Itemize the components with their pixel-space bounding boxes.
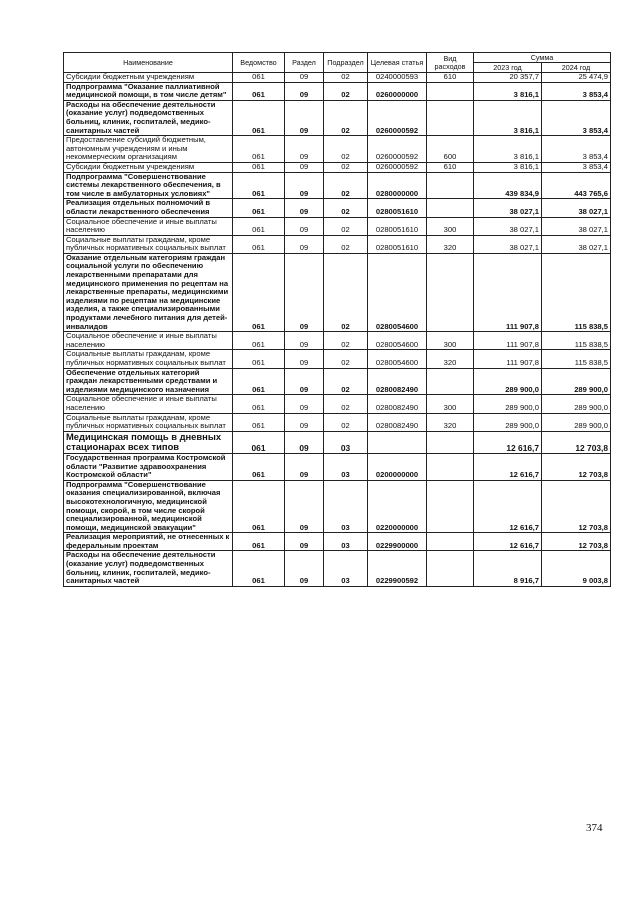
cell-vr: 610 — [427, 162, 474, 172]
cell-2023: 289 900,0 — [474, 368, 542, 395]
cell-name: Расходы на обеспечение деятельности (оказание услуг) подведомственных больниц, клиник, госпиталей, медико-санитарных частей — [64, 100, 233, 135]
cell-cs: 0280082490 — [368, 395, 427, 413]
header-name: Наименование — [64, 53, 233, 73]
cell-name: Расходы на обеспечение деятельности (оказание услуг) подведомственных больниц, клиник, госпиталей, медико-санитарных частей — [64, 551, 233, 586]
cell-2023: 439 834,9 — [474, 172, 542, 199]
header-podrazdel: Подраздел — [324, 53, 368, 73]
table-row — [64, 453, 611, 480]
cell-podrazdel: 02 — [324, 162, 368, 172]
header-summa: Сумма — [474, 53, 611, 63]
cell-podrazdel: 02 — [324, 368, 368, 395]
table-row — [64, 368, 611, 395]
cell-ved: 061 — [233, 199, 285, 217]
cell-ved: 061 — [233, 217, 285, 235]
cell-podrazdel: 02 — [324, 82, 368, 100]
cell-2023: 3 816,1 — [474, 100, 542, 135]
table-row — [64, 217, 611, 235]
cell-podrazdel: 02 — [324, 350, 368, 368]
table-row — [64, 253, 611, 331]
cell-2024: 115 838,5 — [542, 332, 611, 350]
cell-2024: 443 765,6 — [542, 172, 611, 199]
cell-podrazdel: 02 — [324, 235, 368, 253]
cell-ved: 061 — [233, 395, 285, 413]
cell-vr — [427, 431, 474, 453]
page-number: 374 — [586, 822, 603, 834]
cell-2024: 38 027,1 — [542, 235, 611, 253]
cell-razdel: 09 — [285, 431, 324, 453]
cell-2023: 38 027,1 — [474, 235, 542, 253]
cell-cs: 0280051610 — [368, 217, 427, 235]
cell-name: Подпрограмма "Совершенствование оказания специализированной, включая высокотехнологичную, медицинской помощи, скорой, в том числе скорой специализированной, медицинской помощи, медицинской эвакуации" — [64, 480, 233, 533]
cell-name: Реализация отдельных полномочий в области лекарственного обеспечения — [64, 199, 233, 217]
cell-ved: 061 — [233, 453, 285, 480]
cell-2024: 115 838,5 — [542, 253, 611, 331]
cell-ved: 061 — [233, 332, 285, 350]
cell-podrazdel: 03 — [324, 431, 368, 453]
cell-2024: 12 703,8 — [542, 453, 611, 480]
cell-podrazdel: 02 — [324, 73, 368, 83]
table-row — [64, 332, 611, 350]
cell-2024: 25 474,9 — [542, 73, 611, 83]
table-row — [64, 431, 611, 453]
cell-vr: 320 — [427, 350, 474, 368]
cell-vr: 300 — [427, 217, 474, 235]
cell-name: Обеспечение отдельных категорий граждан лекарственными средствами и изделиями медицинского назначения — [64, 368, 233, 395]
table-row — [64, 100, 611, 135]
cell-name: Субсидии бюджетным учреждениям — [64, 73, 233, 83]
cell-cs: 0280051610 — [368, 235, 427, 253]
cell-name: Социальное обеспечение и иные выплаты населению — [64, 217, 233, 235]
cell-podrazdel: 02 — [324, 413, 368, 431]
cell-razdel: 09 — [285, 235, 324, 253]
cell-name: Государственная программа Костромской области "Развитие здравоохранения Костромской области" — [64, 453, 233, 480]
budget-table — [63, 52, 611, 587]
cell-ved: 061 — [233, 136, 285, 163]
cell-cs: 0280051610 — [368, 199, 427, 217]
cell-ved: 061 — [233, 253, 285, 331]
cell-razdel: 09 — [285, 332, 324, 350]
cell-2023: 12 616,7 — [474, 480, 542, 533]
cell-ved: 061 — [233, 235, 285, 253]
cell-2024: 12 703,8 — [542, 533, 611, 551]
cell-razdel: 09 — [285, 82, 324, 100]
cell-2024: 3 853,4 — [542, 82, 611, 100]
cell-podrazdel: 02 — [324, 136, 368, 163]
cell-2023: 20 357,7 — [474, 73, 542, 83]
table-row — [64, 136, 611, 163]
cell-razdel: 09 — [285, 368, 324, 395]
cell-name: Социальные выплаты гражданам, кроме публичных нормативных социальных выплат — [64, 235, 233, 253]
cell-2024: 3 853,4 — [542, 136, 611, 163]
cell-vr: 300 — [427, 332, 474, 350]
cell-vr — [427, 172, 474, 199]
cell-razdel: 09 — [285, 551, 324, 586]
table-row — [64, 551, 611, 586]
cell-razdel: 09 — [285, 453, 324, 480]
cell-razdel: 09 — [285, 100, 324, 135]
cell-2024: 289 900,0 — [542, 413, 611, 431]
cell-2023: 12 616,7 — [474, 533, 542, 551]
table-row — [64, 395, 611, 413]
cell-vr — [427, 480, 474, 533]
cell-2024: 12 703,8 — [542, 431, 611, 453]
cell-vr — [427, 453, 474, 480]
cell-name: Социальные выплаты гражданам, кроме публичных нормативных социальных выплат — [64, 413, 233, 431]
cell-2023: 111 907,8 — [474, 350, 542, 368]
cell-name: Субсидии бюджетным учреждениям — [64, 162, 233, 172]
cell-cs: 0280082490 — [368, 413, 427, 431]
cell-cs: 0229900592 — [368, 551, 427, 586]
cell-razdel: 09 — [285, 533, 324, 551]
cell-podrazdel: 03 — [324, 480, 368, 533]
cell-2023: 38 027,1 — [474, 217, 542, 235]
cell-ved: 061 — [233, 162, 285, 172]
cell-vr — [427, 100, 474, 135]
cell-ved: 061 — [233, 172, 285, 199]
cell-2023: 289 900,0 — [474, 395, 542, 413]
header-cs: Целевая статья — [368, 53, 427, 73]
cell-vr — [427, 199, 474, 217]
cell-cs: 0280054600 — [368, 253, 427, 331]
cell-ved: 061 — [233, 413, 285, 431]
cell-2023: 12 616,7 — [474, 453, 542, 480]
table-row — [64, 413, 611, 431]
cell-2024: 38 027,1 — [542, 199, 611, 217]
cell-2023: 111 907,8 — [474, 332, 542, 350]
cell-vr: 600 — [427, 136, 474, 163]
cell-name: Подпрограмма "Совершенствование системы лекарственного обеспечения, в том числе в амбулаторных условиях" — [64, 172, 233, 199]
cell-razdel: 09 — [285, 480, 324, 533]
table-row — [64, 235, 611, 253]
cell-cs: 0229900000 — [368, 533, 427, 551]
cell-name: Социальные выплаты гражданам, кроме публичных нормативных социальных выплат — [64, 350, 233, 368]
header-vr: Вид расходов — [427, 53, 474, 73]
cell-razdel: 09 — [285, 395, 324, 413]
table-row — [64, 350, 611, 368]
cell-2023: 3 816,1 — [474, 162, 542, 172]
cell-razdel: 09 — [285, 136, 324, 163]
cell-2024: 115 838,5 — [542, 350, 611, 368]
cell-name: Социальное обеспечение и иные выплаты населению — [64, 395, 233, 413]
header-row-1 — [64, 53, 611, 63]
cell-razdel: 09 — [285, 199, 324, 217]
cell-cs: 0280054600 — [368, 350, 427, 368]
cell-2023: 289 900,0 — [474, 413, 542, 431]
cell-name: Медицинская помощь в дневных стационарах всех типов — [64, 431, 233, 453]
cell-razdel: 09 — [285, 217, 324, 235]
header-year-2024: 2024 год — [542, 63, 611, 73]
cell-podrazdel: 02 — [324, 332, 368, 350]
cell-2024: 289 900,0 — [542, 395, 611, 413]
cell-2024: 3 853,4 — [542, 162, 611, 172]
header-ved: Ведомство — [233, 53, 285, 73]
cell-2024: 9 003,8 — [542, 551, 611, 586]
cell-cs: 0280000000 — [368, 172, 427, 199]
cell-2023: 38 027,1 — [474, 199, 542, 217]
cell-cs: 0240000593 — [368, 73, 427, 83]
cell-razdel: 09 — [285, 253, 324, 331]
cell-name: Реализация мероприятий, не отнесенных к федеральным проектам — [64, 533, 233, 551]
cell-podrazdel: 02 — [324, 199, 368, 217]
cell-vr — [427, 82, 474, 100]
cell-razdel: 09 — [285, 162, 324, 172]
cell-vr: 320 — [427, 413, 474, 431]
cell-razdel: 09 — [285, 172, 324, 199]
cell-ved: 061 — [233, 480, 285, 533]
cell-ved: 061 — [233, 100, 285, 135]
cell-podrazdel: 02 — [324, 100, 368, 135]
cell-2024: 38 027,1 — [542, 217, 611, 235]
cell-cs: 0260000592 — [368, 162, 427, 172]
cell-name: Подпрограмма "Оказание паллиативной медицинской помощи, в том числе детям" — [64, 82, 233, 100]
cell-podrazdel: 03 — [324, 533, 368, 551]
cell-podrazdel: 02 — [324, 217, 368, 235]
cell-razdel: 09 — [285, 350, 324, 368]
cell-name: Социальное обеспечение и иные выплаты населению — [64, 332, 233, 350]
table-row — [64, 73, 611, 83]
cell-cs — [368, 431, 427, 453]
table-row — [64, 82, 611, 100]
cell-2024: 3 853,4 — [542, 100, 611, 135]
cell-razdel: 09 — [285, 73, 324, 83]
table-row — [64, 162, 611, 172]
cell-2023: 3 816,1 — [474, 136, 542, 163]
cell-vr — [427, 368, 474, 395]
cell-2024: 12 703,8 — [542, 480, 611, 533]
cell-2023: 8 916,7 — [474, 551, 542, 586]
cell-2023: 12 616,7 — [474, 431, 542, 453]
table-row — [64, 480, 611, 533]
cell-cs: 0200000000 — [368, 453, 427, 480]
cell-razdel: 09 — [285, 413, 324, 431]
table-row — [64, 533, 611, 551]
table-row — [64, 199, 611, 217]
cell-vr: 300 — [427, 395, 474, 413]
table-body — [64, 73, 611, 587]
cell-vr — [427, 253, 474, 331]
cell-ved: 061 — [233, 551, 285, 586]
cell-2024: 289 900,0 — [542, 368, 611, 395]
cell-name: Оказание отдельным категориям граждан социальной услуги по обеспечению лекарственными препаратами для медицинского применения по рецептам на лекарственные препараты, медицинскими изделиями по рецептам на медицинские изделия, а также специализированными продуктами лечебного питания для детей-инвалидов — [64, 253, 233, 331]
cell-cs: 0280082490 — [368, 368, 427, 395]
header-year-2023: 2023 год — [474, 63, 542, 73]
cell-podrazdel: 03 — [324, 551, 368, 586]
cell-cs: 0260000592 — [368, 100, 427, 135]
header-razdel: Раздел — [285, 53, 324, 73]
cell-2023: 3 816,1 — [474, 82, 542, 100]
cell-podrazdel: 03 — [324, 453, 368, 480]
cell-vr — [427, 533, 474, 551]
cell-cs: 0280054600 — [368, 332, 427, 350]
cell-vr: 610 — [427, 73, 474, 83]
cell-cs: 0260000592 — [368, 136, 427, 163]
cell-cs: 0220000000 — [368, 480, 427, 533]
cell-vr — [427, 551, 474, 586]
cell-podrazdel: 02 — [324, 395, 368, 413]
cell-2023: 111 907,8 — [474, 253, 542, 331]
cell-podrazdel: 02 — [324, 172, 368, 199]
cell-ved: 061 — [233, 350, 285, 368]
cell-ved: 061 — [233, 82, 285, 100]
cell-ved: 061 — [233, 368, 285, 395]
cell-podrazdel: 02 — [324, 253, 368, 331]
cell-ved: 061 — [233, 431, 285, 453]
cell-vr: 320 — [427, 235, 474, 253]
cell-name: Предоставление субсидий бюджетным, автономным учреждениям и иным некоммерческим организациям — [64, 136, 233, 163]
cell-cs: 0260000000 — [368, 82, 427, 100]
table-row — [64, 172, 611, 199]
cell-ved: 061 — [233, 533, 285, 551]
cell-ved: 061 — [233, 73, 285, 83]
